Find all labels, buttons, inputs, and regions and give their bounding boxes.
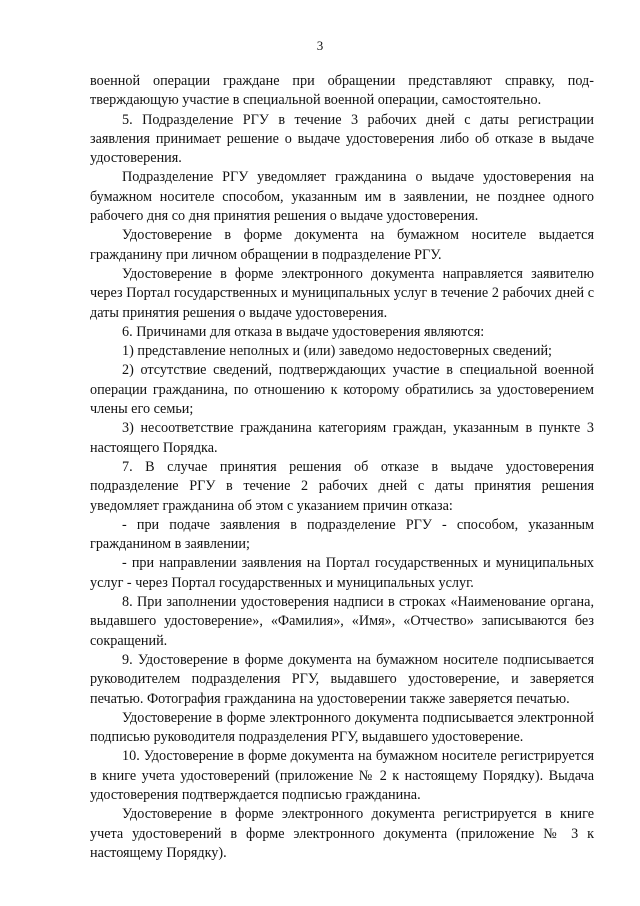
page-number: 3	[316, 38, 324, 53]
paragraph-continuation: военной операции граждане при обращении представляют справку, подтверждающую участие в специальной военной операции, самостоятельно.	[90, 73, 594, 109]
refusal-reason-3: 3) несоответствие гражданина категориям граждан, указанным в пункте 3 настоящего Порядка.	[90, 420, 594, 456]
paragraph-notification: Подразделение РГУ уведомляет гражданина о выдаче удостоверения на бумажном носителе способом, указанным им в заявлении, не позднее одного рабочего дня со дня принятия решения о выдаче удостоверения.	[90, 169, 594, 225]
paragraph-item-10: 10. Удостоверение в форме документа на бумажном носителе регистрируется в книге учета удостоверений (приложение № 2 к настоящему Порядку). Выдача удостоверения подтверждается подписью гражданина.	[90, 748, 594, 803]
paragraph-electronic-signature: Удостоверение в форме электронного документа подписывается электронной подписью руководителя подразделения РГУ, выдавшего удостоверение.	[90, 709, 594, 746]
paragraph-electronic-issuance: Удостоверение в форме электронного документа направляется заявителю через Портал государственных и муниципальных услуг в течение 2 рабочих дней с даты принятия решения о выдаче удостоверения.	[90, 265, 594, 321]
paragraph-item-7: 7. В случае принятия решения об отказе в выдаче удостоверения подразделение РГУ в течение 2 рабочих дней с даты принятия решения уведомляет гражданина об этом с указанием причин отказа:	[90, 458, 594, 514]
refusal-notice-method-1: - при подаче заявления в подразделение РГУ - способом, указанным гражданином в заявлении;	[90, 516, 594, 553]
document-body	[90, 72, 594, 863]
paragraph-electronic-registration: Удостоверение в форме электронного документа регистрируется в книге учета удостоверений в форме электронного документа (приложение № 3 к настоящему Порядку).	[90, 806, 594, 861]
paragraph-item-9: 9. Удостоверение в форме документа на бумажном носителе подписывается руководителем подразделения РГУ, выдавшего удостоверение, и заверяется печатью. Фотография гражданина на удостоверении также заверяется печатью.	[90, 651, 594, 707]
paragraph-item-5: 5. Подразделение РГУ в течение 3 рабочих дней с даты регистрации заявления принимает решение о выдаче удостоверения либо об отказе в выдаче удостоверения.	[90, 111, 594, 167]
paragraph-item-6: 6. Причинами для отказа в выдаче удостоверения являются:	[122, 323, 485, 340]
refusal-reason-1: 1) представление неполных и (или) заведомо недостоверных сведений;	[122, 343, 552, 360]
paragraph-item-8: 8. При заполнении удостоверения надписи в строках «Наименование органа, выдавшего удостоверение», «Фамилия», «Имя», «Отчество» записываются без сокращений.	[90, 594, 594, 649]
refusal-notice-method-2: - при направлении заявления на Портал государственных и муниципальных услуг - через Портал государственных и муниципальных услуг.	[90, 555, 594, 591]
paragraph-paper-issuance: Удостоверение в форме документа на бумажном носителе выдается гражданину при личном обращении в подразделение РГУ.	[90, 227, 594, 263]
refusal-reason-2: 2) отсутствие сведений, подтверждающих участие в специальной военной операции гражданина, по отношению к которому обратились за удостоверением члены его семьи;	[90, 362, 594, 418]
